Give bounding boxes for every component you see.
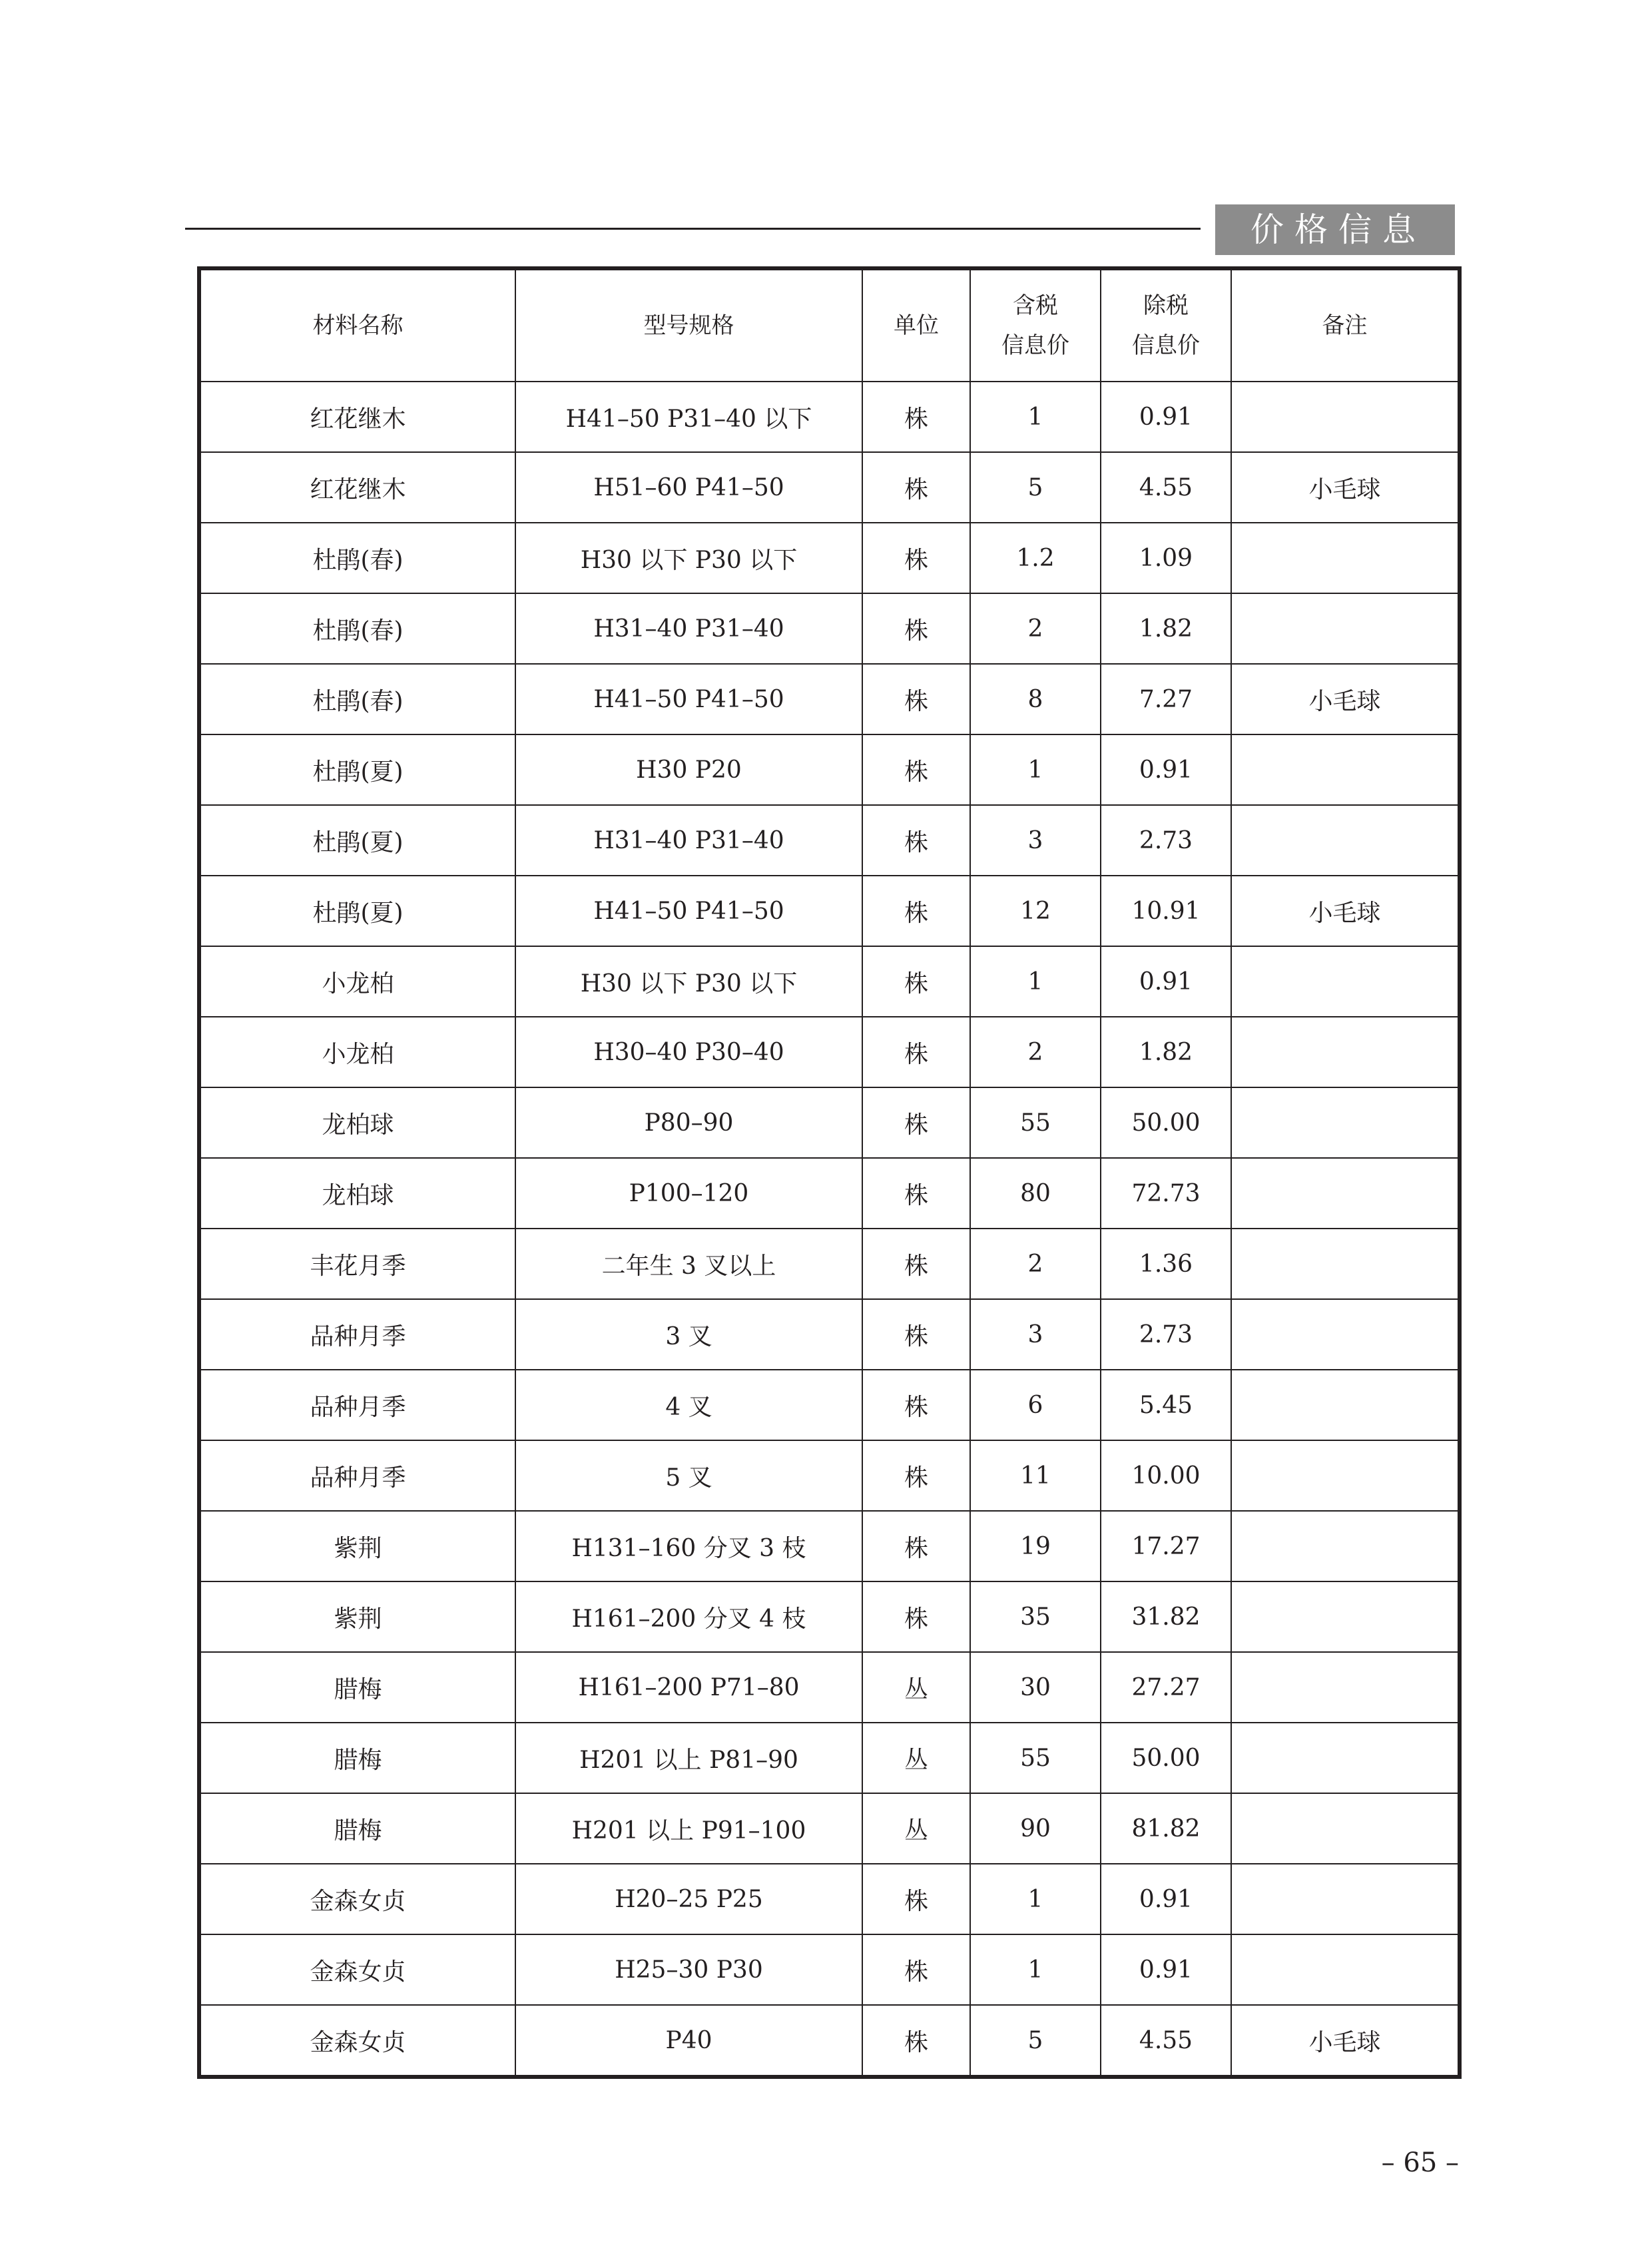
cell-price-ex-tax: 50.00 bbox=[1101, 1723, 1231, 1793]
table-row bbox=[199, 452, 1460, 523]
cell-name: 丰花月季 bbox=[199, 1229, 515, 1299]
cell-price-with-tax: 3 bbox=[970, 805, 1101, 876]
cell-unit: 株 bbox=[862, 1934, 970, 2005]
cell-note bbox=[1231, 1370, 1460, 1440]
table-row bbox=[199, 1370, 1460, 1440]
cell-unit: 丛 bbox=[862, 1652, 970, 1723]
cell-price-with-tax: 6 bbox=[970, 1370, 1101, 1440]
cell-price-with-tax: 19 bbox=[970, 1511, 1101, 1581]
price-table bbox=[197, 266, 1462, 2079]
cell-unit: 株 bbox=[862, 593, 970, 664]
col-header-price-with-tax-line2: 信息价 bbox=[1001, 332, 1069, 359]
cell-note bbox=[1231, 1581, 1460, 1652]
cell-note bbox=[1231, 382, 1460, 452]
table-row bbox=[199, 1511, 1460, 1581]
cell-unit: 株 bbox=[862, 664, 970, 734]
table-row bbox=[199, 1864, 1460, 1934]
cell-name: 杜鹃(春) bbox=[199, 664, 515, 734]
cell-note bbox=[1231, 523, 1460, 593]
cell-name: 腊梅 bbox=[199, 1793, 515, 1864]
cell-unit: 丛 bbox=[862, 1793, 970, 1864]
cell-spec: H30 以下 P30 以下 bbox=[515, 946, 862, 1017]
cell-spec: H41–50 P31–40 以下 bbox=[515, 382, 862, 452]
table-header-row bbox=[199, 268, 1460, 382]
cell-spec: H201 以上 P81–90 bbox=[515, 1723, 862, 1793]
cell-price-ex-tax: 50.00 bbox=[1101, 1087, 1231, 1158]
cell-unit: 株 bbox=[862, 1087, 970, 1158]
table-row bbox=[199, 1652, 1460, 1723]
cell-spec: H51–60 P41–50 bbox=[515, 452, 862, 523]
cell-price-ex-tax: 4.55 bbox=[1101, 2005, 1231, 2077]
col-header-note: 备注 bbox=[1231, 268, 1460, 382]
cell-price-with-tax: 5 bbox=[970, 452, 1101, 523]
cell-name: 龙柏球 bbox=[199, 1158, 515, 1229]
cell-unit: 株 bbox=[862, 452, 970, 523]
cell-price-ex-tax: 1.36 bbox=[1101, 1229, 1231, 1299]
cell-unit: 株 bbox=[862, 382, 970, 452]
cell-price-ex-tax: 2.73 bbox=[1101, 805, 1231, 876]
cell-price-ex-tax: 0.91 bbox=[1101, 946, 1231, 1017]
cell-spec: H25–30 P30 bbox=[515, 1934, 862, 2005]
cell-unit: 株 bbox=[862, 1864, 970, 1934]
cell-price-ex-tax: 27.27 bbox=[1101, 1652, 1231, 1723]
cell-name: 紫荆 bbox=[199, 1581, 515, 1652]
cell-unit: 株 bbox=[862, 2005, 970, 2077]
cell-name: 品种月季 bbox=[199, 1370, 515, 1440]
col-header-price-ex-tax-line2: 信息价 bbox=[1132, 332, 1200, 359]
table-row bbox=[199, 382, 1460, 452]
cell-price-with-tax: 2 bbox=[970, 1017, 1101, 1087]
cell-price-with-tax: 90 bbox=[970, 1793, 1101, 1864]
cell-price-ex-tax: 17.27 bbox=[1101, 1511, 1231, 1581]
cell-price-with-tax: 1 bbox=[970, 382, 1101, 452]
cell-note bbox=[1231, 593, 1460, 664]
table-row bbox=[199, 876, 1460, 946]
cell-unit: 丛 bbox=[862, 1723, 970, 1793]
cell-unit: 株 bbox=[862, 1229, 970, 1299]
cell-price-ex-tax: 0.91 bbox=[1101, 1934, 1231, 2005]
cell-note bbox=[1231, 805, 1460, 876]
cell-price-with-tax: 1 bbox=[970, 1864, 1101, 1934]
cell-name: 金森女贞 bbox=[199, 1864, 515, 1934]
col-header-price-with-tax bbox=[970, 268, 1101, 382]
table-row bbox=[199, 734, 1460, 805]
table-row bbox=[199, 593, 1460, 664]
cell-unit: 株 bbox=[862, 1017, 970, 1087]
table-row bbox=[199, 1581, 1460, 1652]
cell-price-ex-tax: 1.09 bbox=[1101, 523, 1231, 593]
col-header-name: 材料名称 bbox=[199, 268, 515, 382]
header-rule bbox=[185, 228, 1201, 230]
cell-spec: H31–40 P31–40 bbox=[515, 805, 862, 876]
table-row bbox=[199, 2005, 1460, 2077]
cell-unit: 株 bbox=[862, 734, 970, 805]
col-header-price-ex-tax bbox=[1101, 268, 1231, 382]
cell-spec: P80–90 bbox=[515, 1087, 862, 1158]
table-row bbox=[199, 1793, 1460, 1864]
cell-price-with-tax: 12 bbox=[970, 876, 1101, 946]
cell-name: 龙柏球 bbox=[199, 1087, 515, 1158]
cell-spec: H20–25 P25 bbox=[515, 1864, 862, 1934]
col-header-price-ex-tax-line1: 除税 bbox=[1143, 292, 1189, 319]
cell-price-ex-tax: 0.91 bbox=[1101, 1864, 1231, 1934]
cell-price-with-tax: 55 bbox=[970, 1087, 1101, 1158]
cell-note bbox=[1231, 1723, 1460, 1793]
table-row bbox=[199, 1158, 1460, 1229]
cell-note bbox=[1231, 1229, 1460, 1299]
cell-note: 小毛球 bbox=[1231, 664, 1460, 734]
cell-spec: H161–200 分叉 4 枝 bbox=[515, 1581, 862, 1652]
cell-price-ex-tax: 10.00 bbox=[1101, 1440, 1231, 1511]
cell-unit: 株 bbox=[862, 1299, 970, 1370]
cell-note bbox=[1231, 1158, 1460, 1229]
cell-name: 红花继木 bbox=[199, 382, 515, 452]
cell-name: 紫荆 bbox=[199, 1511, 515, 1581]
cell-unit: 株 bbox=[862, 876, 970, 946]
cell-note bbox=[1231, 1864, 1460, 1934]
cell-name: 杜鹃(春) bbox=[199, 593, 515, 664]
cell-name: 金森女贞 bbox=[199, 2005, 515, 2077]
cell-name: 杜鹃(夏) bbox=[199, 876, 515, 946]
cell-unit: 株 bbox=[862, 1158, 970, 1229]
col-header-price-with-tax-line1: 含税 bbox=[1013, 292, 1058, 319]
col-header-spec: 型号规格 bbox=[515, 268, 862, 382]
cell-price-ex-tax: 31.82 bbox=[1101, 1581, 1231, 1652]
cell-spec: P100–120 bbox=[515, 1158, 862, 1229]
cell-unit: 株 bbox=[862, 1511, 970, 1581]
cell-name: 品种月季 bbox=[199, 1299, 515, 1370]
cell-price-with-tax: 2 bbox=[970, 1229, 1101, 1299]
cell-price-with-tax: 1 bbox=[970, 946, 1101, 1017]
cell-spec: H201 以上 P91–100 bbox=[515, 1793, 862, 1864]
cell-unit: 株 bbox=[862, 805, 970, 876]
table-row bbox=[199, 1440, 1460, 1511]
cell-price-with-tax: 1 bbox=[970, 1934, 1101, 2005]
cell-note bbox=[1231, 1511, 1460, 1581]
cell-note bbox=[1231, 1087, 1460, 1158]
cell-price-ex-tax: 10.91 bbox=[1101, 876, 1231, 946]
cell-name: 杜鹃(春) bbox=[199, 523, 515, 593]
cell-note bbox=[1231, 1793, 1460, 1864]
cell-price-with-tax: 30 bbox=[970, 1652, 1101, 1723]
cell-price-with-tax: 1.2 bbox=[970, 523, 1101, 593]
cell-price-ex-tax: 2.73 bbox=[1101, 1299, 1231, 1370]
cell-price-ex-tax: 0.91 bbox=[1101, 734, 1231, 805]
table-row bbox=[199, 805, 1460, 876]
table-row bbox=[199, 1017, 1460, 1087]
table-row bbox=[199, 1934, 1460, 2005]
cell-price-with-tax: 5 bbox=[970, 2005, 1101, 2077]
cell-note: 小毛球 bbox=[1231, 452, 1460, 523]
cell-unit: 株 bbox=[862, 1581, 970, 1652]
cell-price-with-tax: 80 bbox=[970, 1158, 1101, 1229]
cell-name: 腊梅 bbox=[199, 1723, 515, 1793]
cell-spec: H41–50 P41–50 bbox=[515, 876, 862, 946]
cell-name: 红花继木 bbox=[199, 452, 515, 523]
cell-spec: 二年生 3 叉以上 bbox=[515, 1229, 862, 1299]
cell-spec: 3 叉 bbox=[515, 1299, 862, 1370]
cell-note bbox=[1231, 1299, 1460, 1370]
cell-name: 杜鹃(夏) bbox=[199, 734, 515, 805]
cell-price-ex-tax: 81.82 bbox=[1101, 1793, 1231, 1864]
cell-note bbox=[1231, 734, 1460, 805]
cell-spec: 4 叉 bbox=[515, 1370, 862, 1440]
cell-unit: 株 bbox=[862, 523, 970, 593]
cell-note bbox=[1231, 946, 1460, 1017]
cell-name: 品种月季 bbox=[199, 1440, 515, 1511]
cell-name: 小龙柏 bbox=[199, 1017, 515, 1087]
cell-note: 小毛球 bbox=[1231, 2005, 1460, 2077]
cell-name: 小龙柏 bbox=[199, 946, 515, 1017]
cell-price-with-tax: 3 bbox=[970, 1299, 1101, 1370]
table-row bbox=[199, 1229, 1460, 1299]
col-header-unit: 单位 bbox=[862, 268, 970, 382]
cell-price-ex-tax: 1.82 bbox=[1101, 1017, 1231, 1087]
cell-spec: H131–160 分叉 3 枝 bbox=[515, 1511, 862, 1581]
cell-price-ex-tax: 72.73 bbox=[1101, 1158, 1231, 1229]
cell-name: 腊梅 bbox=[199, 1652, 515, 1723]
cell-spec: H31–40 P31–40 bbox=[515, 593, 862, 664]
cell-price-with-tax: 35 bbox=[970, 1581, 1101, 1652]
cell-note bbox=[1231, 1652, 1460, 1723]
cell-price-ex-tax: 0.91 bbox=[1101, 382, 1231, 452]
cell-spec: H41–50 P41–50 bbox=[515, 664, 862, 734]
cell-unit: 株 bbox=[862, 946, 970, 1017]
cell-spec: H30 P20 bbox=[515, 734, 862, 805]
table-row bbox=[199, 946, 1460, 1017]
cell-note: 小毛球 bbox=[1231, 876, 1460, 946]
table-row bbox=[199, 1299, 1460, 1370]
cell-note bbox=[1231, 1017, 1460, 1087]
table-row bbox=[199, 664, 1460, 734]
cell-unit: 株 bbox=[862, 1440, 970, 1511]
page-number: – 65 – bbox=[1381, 2147, 1459, 2178]
cell-spec: 5 叉 bbox=[515, 1440, 862, 1511]
cell-name: 杜鹃(夏) bbox=[199, 805, 515, 876]
cell-spec: H30–40 P30–40 bbox=[515, 1017, 862, 1087]
cell-spec: H30 以下 P30 以下 bbox=[515, 523, 862, 593]
cell-unit: 株 bbox=[862, 1370, 970, 1440]
cell-price-ex-tax: 7.27 bbox=[1101, 664, 1231, 734]
cell-note bbox=[1231, 1440, 1460, 1511]
cell-price-ex-tax: 1.82 bbox=[1101, 593, 1231, 664]
table-body bbox=[199, 382, 1460, 2077]
cell-price-with-tax: 2 bbox=[970, 593, 1101, 664]
cell-price-with-tax: 1 bbox=[970, 734, 1101, 805]
cell-spec: H161–200 P71–80 bbox=[515, 1652, 862, 1723]
table-row bbox=[199, 523, 1460, 593]
cell-note bbox=[1231, 1934, 1460, 2005]
cell-price-with-tax: 8 bbox=[970, 664, 1101, 734]
section-title: 价格信息 bbox=[1215, 204, 1455, 255]
cell-price-ex-tax: 5.45 bbox=[1101, 1370, 1231, 1440]
cell-price-ex-tax: 4.55 bbox=[1101, 452, 1231, 523]
table-row bbox=[199, 1087, 1460, 1158]
cell-price-with-tax: 55 bbox=[970, 1723, 1101, 1793]
table-row bbox=[199, 1723, 1460, 1793]
cell-price-with-tax: 11 bbox=[970, 1440, 1101, 1511]
cell-name: 金森女贞 bbox=[199, 1934, 515, 2005]
cell-spec: P40 bbox=[515, 2005, 862, 2077]
